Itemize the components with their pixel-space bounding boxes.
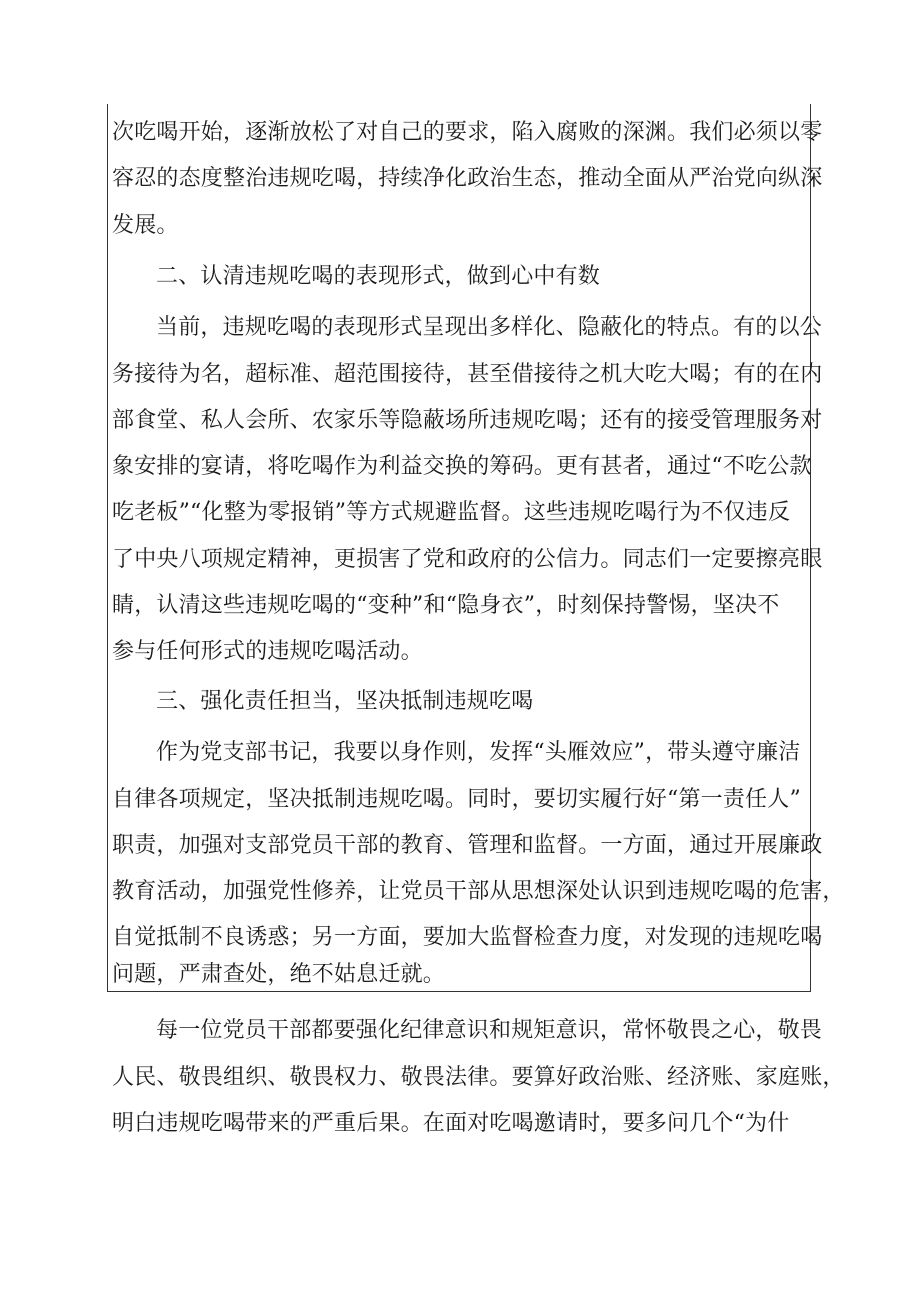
- paragraph-line: 每一位党员干部都要强化纪律意识和规矩意识，常怀敬畏之心，敬畏: [156, 1018, 823, 1043]
- paragraph-line: 睛，认清这些违规吃喝的“变种”和“隐身衣”，时刻保持警惕，坚决不: [112, 593, 780, 618]
- paragraph-line: 自律各项规定，坚决抵制违规吃喝。同时，要切实履行好“第一责任人”: [112, 787, 801, 812]
- paragraph-line: 自觉抵制不良诱惑；另一方面，要加大监督检查力度，对发现的违规吃喝: [112, 925, 823, 950]
- paragraph-line: 职责，加强对支部党员干部的教育、管理和监督。一方面，通过开展廉政: [112, 833, 823, 858]
- paragraph-line: 明白违规吃喝带来的严重后果。在面对吃喝邀请时，要多问几个“为什: [112, 1111, 790, 1136]
- paragraph-line: 容忍的态度整治违规吃喝，持续净化政治生态，推动全面从严治党向纵深: [112, 166, 823, 191]
- paragraph-line: 作为党支部书记，我要以身作则，发挥“头雁效应”，带头遵守廉洁: [156, 740, 801, 765]
- paragraph-line: 问题，严肃查处，绝不姑息迁就。: [112, 962, 446, 987]
- paragraph-line: 象安排的宴请，将吃喝作为利益交换的筹码。更有甚者，通过“不吃公款: [112, 454, 812, 479]
- paragraph-line: 吃老板”“化整为零报销”等方式规避监督。这些违规吃喝行为不仅违反: [112, 500, 791, 525]
- paragraph-line: 发展。: [112, 213, 179, 238]
- paragraph-line: 部食堂、私人会所、农家乐等隐蔽场所违规吃喝；还有的接受管理服务对: [112, 408, 823, 433]
- paragraph-line: 当前，违规吃喝的表现形式呈现出多样化、隐蔽化的特点。有的以公: [156, 315, 823, 340]
- paragraph-line: 参与任何形式的违规吃喝活动。: [112, 639, 423, 664]
- section-heading: 三、强化责任担当，坚决抵制违规吃喝: [156, 689, 534, 714]
- paragraph-line: 务接待为名，超标准、超范围接待，甚至借接待之机大吃大喝；有的在内: [112, 362, 823, 387]
- paragraph-line: 人民、敬畏组织、敬畏权力、敬畏法律。要算好政治账、经济账、家庭账，: [112, 1065, 845, 1090]
- section-heading: 二、认清违规吃喝的表现形式，做到心中有数: [156, 264, 601, 289]
- paragraph-line: 次吃喝开始，逐渐放松了对自己的要求，陷入腐败的深渊。我们必须以零: [112, 120, 823, 145]
- paragraph-line: 了中央八项规定精神，更损害了党和政府的公信力。同志们一定要擦亮眼: [112, 547, 823, 572]
- paragraph-line: 教育活动，加强党性修养，让党员干部从思想深处认识到违规吃喝的危害，: [112, 879, 845, 904]
